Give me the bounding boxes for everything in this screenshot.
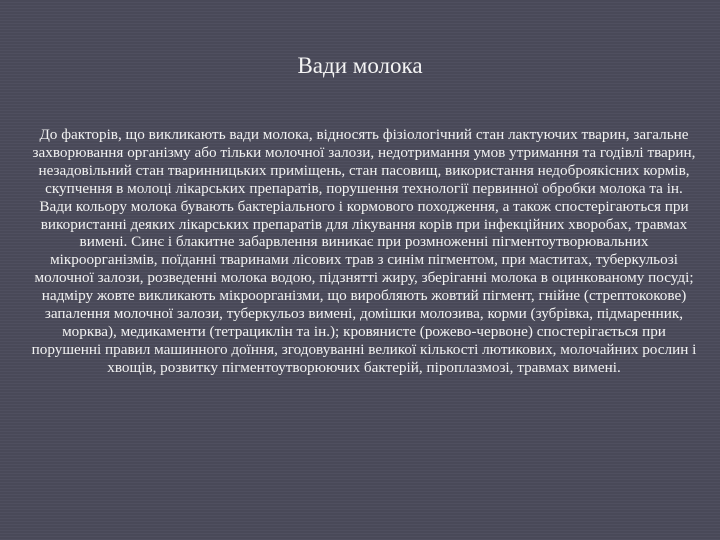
slide-body [30, 126, 698, 377]
paragraph-factors: До факторів, що викликають вади молока, відносять фізіологічний стан лактуючих тварин, загальне захворювання організму або тільки молочної залози, недотримання умов утримання та годівлі тварин, незадовільний стан тваринницьких приміщень, стан пасовищ, використання недоброякісних кормів, скупчення в молоці лікарських препаратів, порушення технології первинної обробки молока та ін. [32, 126, 696, 197]
slide-title: Вади молока [297, 53, 423, 78]
paragraph-color-defects: Вади кольору молока бувають бактеріального і кормового походження, а також спостерігаються при використанні деяких лікарських препаратів для лікування корів при інфекційних хворобах, травмах вимені. Синє і блакитне забарвлення виникає при розмноженні пігментоутворювальних мікроорганізмів, поїданні тваринами лісових трав з синім пігментом, при маститах, туберкульозі молочної залози, розведенні молока водою, підзнятті жиру, зберіганні молока в оцинкованому посуді; надміру жовте викликають мікроорганізми, що виробляють жовтий пігмент, гнійне (стрептококове) запалення молочної залози, туберкульоз вимені, домішки молозива, корми (зубрівка, підмаренник, морква), медикаменти (тетрациклін та ін.); кровянисте (рожево-червоне) спостерігається при порушенні правил машинного доїння, згодовуванні великої кількості лютикових, молочайних рослин і хвощів, розвитку пігментоутворюючих бактерій, піроплазмозі, травмах вимені. [31, 197, 697, 376]
